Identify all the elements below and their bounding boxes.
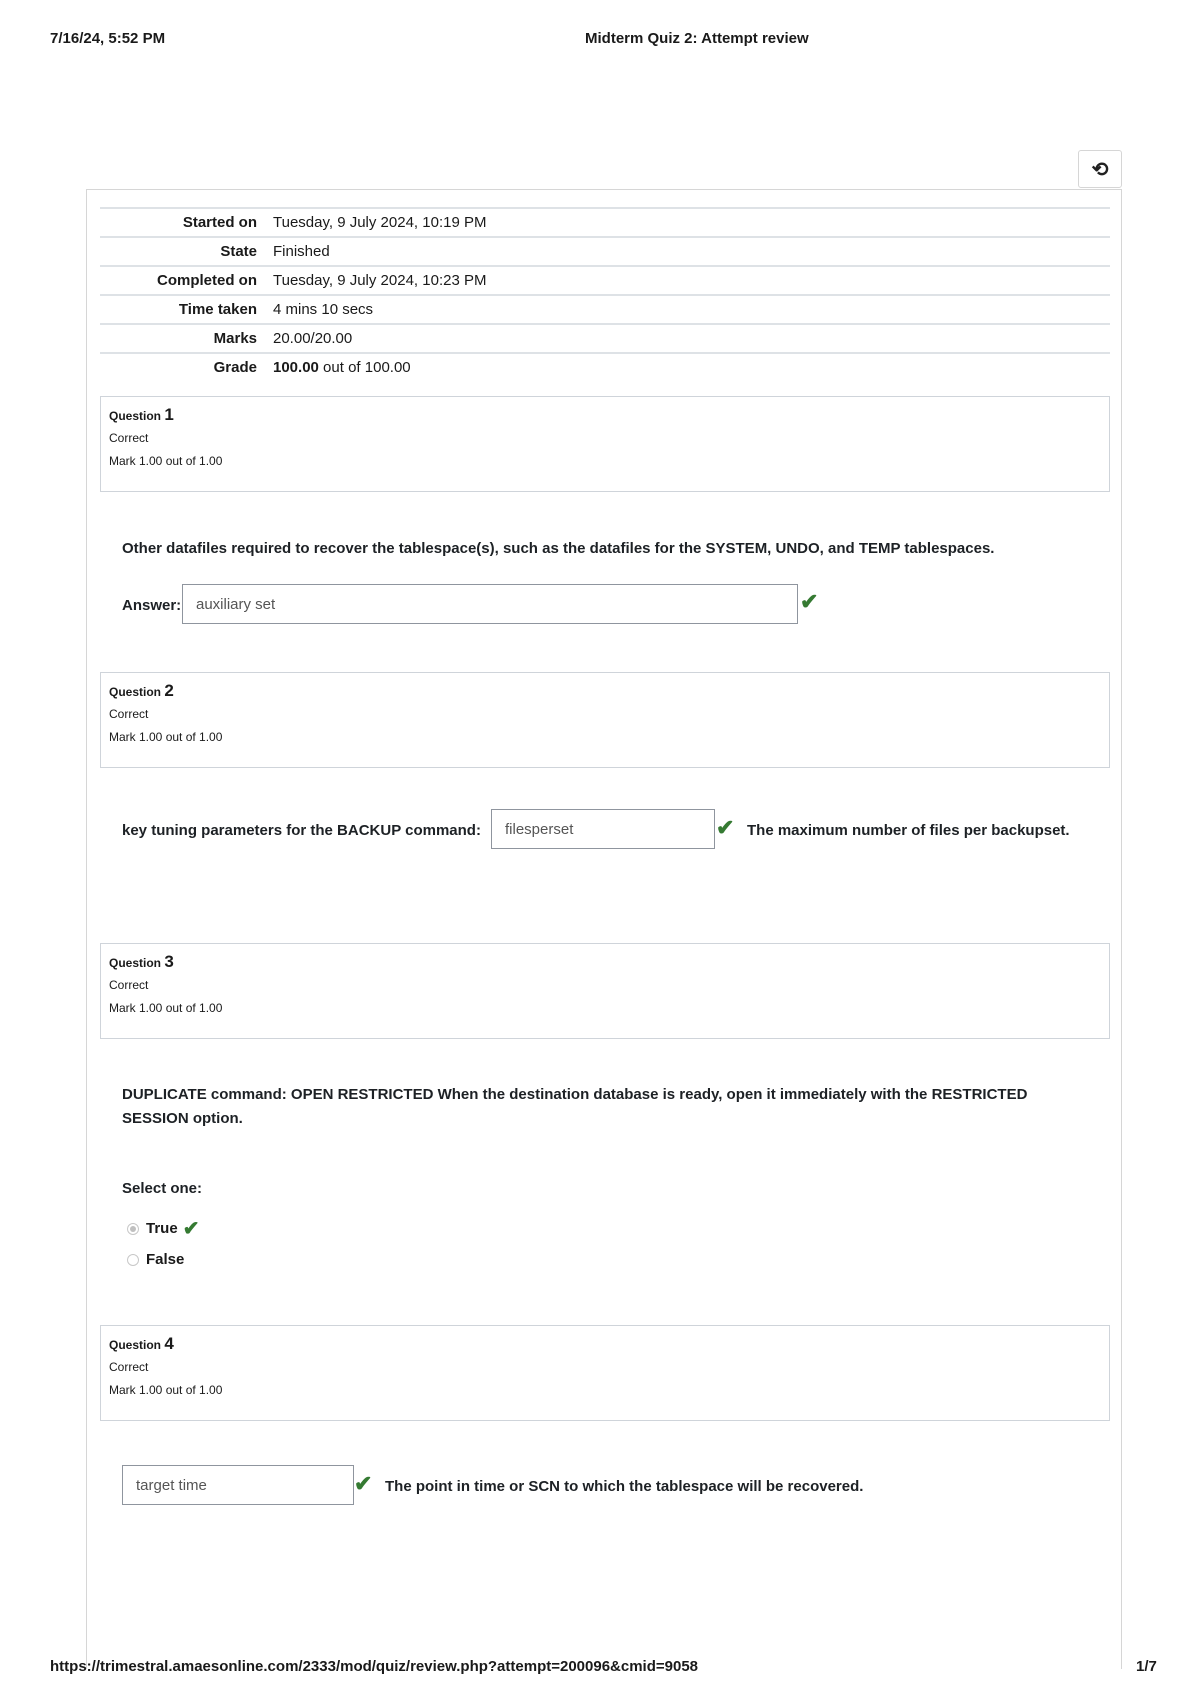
question-number-value: 1 xyxy=(164,405,174,424)
question-number xyxy=(109,952,1101,972)
question-number-value: 2 xyxy=(164,681,174,700)
question-number-value: 4 xyxy=(164,1334,174,1353)
summary-label: Started on xyxy=(182,214,257,231)
summary-label: Completed on xyxy=(157,272,257,289)
question-number-value: 3 xyxy=(164,952,174,971)
question-text: Other datafiles required to recover the tablespace(s), such as the datafiles for the SYSTEM, UNDO, and TEMP tablespaces. xyxy=(122,540,995,557)
summary-value xyxy=(273,359,1110,376)
question-info-4 xyxy=(100,1325,1110,1421)
summary-value: 20.00/20.00 xyxy=(273,330,353,347)
question-text-strong: OPEN RESTRICTED xyxy=(290,1086,434,1103)
option-true[interactable] xyxy=(127,1216,199,1241)
question-grade: Mark 1.00 out of 1.00 xyxy=(109,730,223,744)
question-prefix: Question xyxy=(109,1338,165,1352)
question-state: Correct xyxy=(109,978,149,992)
option-false[interactable] xyxy=(127,1251,184,1268)
question-grade: Mark 1.00 out of 1.00 xyxy=(109,1383,223,1397)
summary-label: State xyxy=(220,243,257,260)
question-info-3 xyxy=(100,943,1110,1039)
summary-label: Time taken xyxy=(178,301,257,318)
print-url: https://trimestral.amaesonline.com/2333/mod/quiz/review.php?attempt=200096&cmid=9058 xyxy=(50,1658,699,1675)
question-text: key tuning parameters for the BACKUP command: xyxy=(122,822,481,839)
summary-label: Marks xyxy=(213,330,257,347)
question-prefix: Question xyxy=(109,685,165,699)
question-grade: Mark 1.00 out of 1.00 xyxy=(109,454,223,468)
select-one-label: Select one: xyxy=(122,1180,203,1197)
question-grade: Mark 1.00 out of 1.00 xyxy=(109,1001,223,1015)
summary-row-started xyxy=(100,209,1110,238)
question-number xyxy=(109,681,1101,701)
question-state: Correct xyxy=(109,707,149,721)
question-prefix: Question xyxy=(109,956,165,970)
question-text-rest: When the destination database is ready, open it immediately with the RESTRICTED xyxy=(433,1086,1028,1103)
summary-value: Tuesday, 9 July 2024, 10:23 PM xyxy=(273,272,487,289)
answer-label: Answer: xyxy=(122,597,182,614)
question-prefix: Question xyxy=(109,409,165,423)
question-info-2 xyxy=(100,672,1110,768)
correct-check-icon: ✔ xyxy=(800,589,819,614)
question-text-prefix: DUPLICATE command: xyxy=(122,1086,291,1103)
grade-score: 100.00 xyxy=(273,359,319,376)
answer-field[interactable]: auxiliary set xyxy=(182,584,798,624)
correct-check-icon: ✔ xyxy=(716,815,735,840)
attempt-summary-table xyxy=(100,207,1110,381)
correct-check-icon: ✔ xyxy=(182,1218,200,1240)
correct-check-icon: ✔ xyxy=(354,1471,373,1496)
radio-button[interactable] xyxy=(127,1254,139,1266)
summary-row-marks xyxy=(100,325,1110,354)
question-info-1 xyxy=(100,396,1110,492)
summary-row-grade xyxy=(100,354,1110,381)
summary-row-time-taken xyxy=(100,296,1110,325)
summary-value: Tuesday, 9 July 2024, 10:19 PM xyxy=(273,214,487,231)
question-text xyxy=(122,1086,1082,1103)
answer-feedback: The point in time or SCN to which the tablespace will be recovered. xyxy=(385,1478,864,1495)
print-page-title: Midterm Quiz 2: Attempt review xyxy=(585,30,809,47)
radio-button-selected[interactable] xyxy=(127,1223,139,1235)
answer-feedback: The maximum number of files per backupset. xyxy=(747,822,1070,839)
print-date: 7/16/24, 5:52 PM xyxy=(50,30,166,47)
option-label: True xyxy=(146,1220,178,1237)
question-state: Correct xyxy=(109,1360,149,1374)
option-label: False xyxy=(146,1251,185,1268)
question-text-line2: SESSION option. xyxy=(122,1110,243,1127)
summary-value: 4 mins 10 secs xyxy=(273,301,374,318)
grade-out-of: out of 100.00 xyxy=(318,359,411,376)
answer-field[interactable]: filesperset xyxy=(491,809,715,849)
question-number xyxy=(109,405,1101,425)
question-state: Correct xyxy=(109,431,149,445)
history-undo-icon[interactable]: ⟲ xyxy=(1078,150,1122,188)
summary-row-state xyxy=(100,238,1110,267)
summary-row-completed xyxy=(100,267,1110,296)
summary-label: Grade xyxy=(213,359,257,376)
answer-field[interactable]: target time xyxy=(122,1465,354,1505)
summary-value: Finished xyxy=(273,243,330,260)
question-number xyxy=(109,1334,1101,1354)
print-page-number: 1/7 xyxy=(1136,1658,1157,1675)
